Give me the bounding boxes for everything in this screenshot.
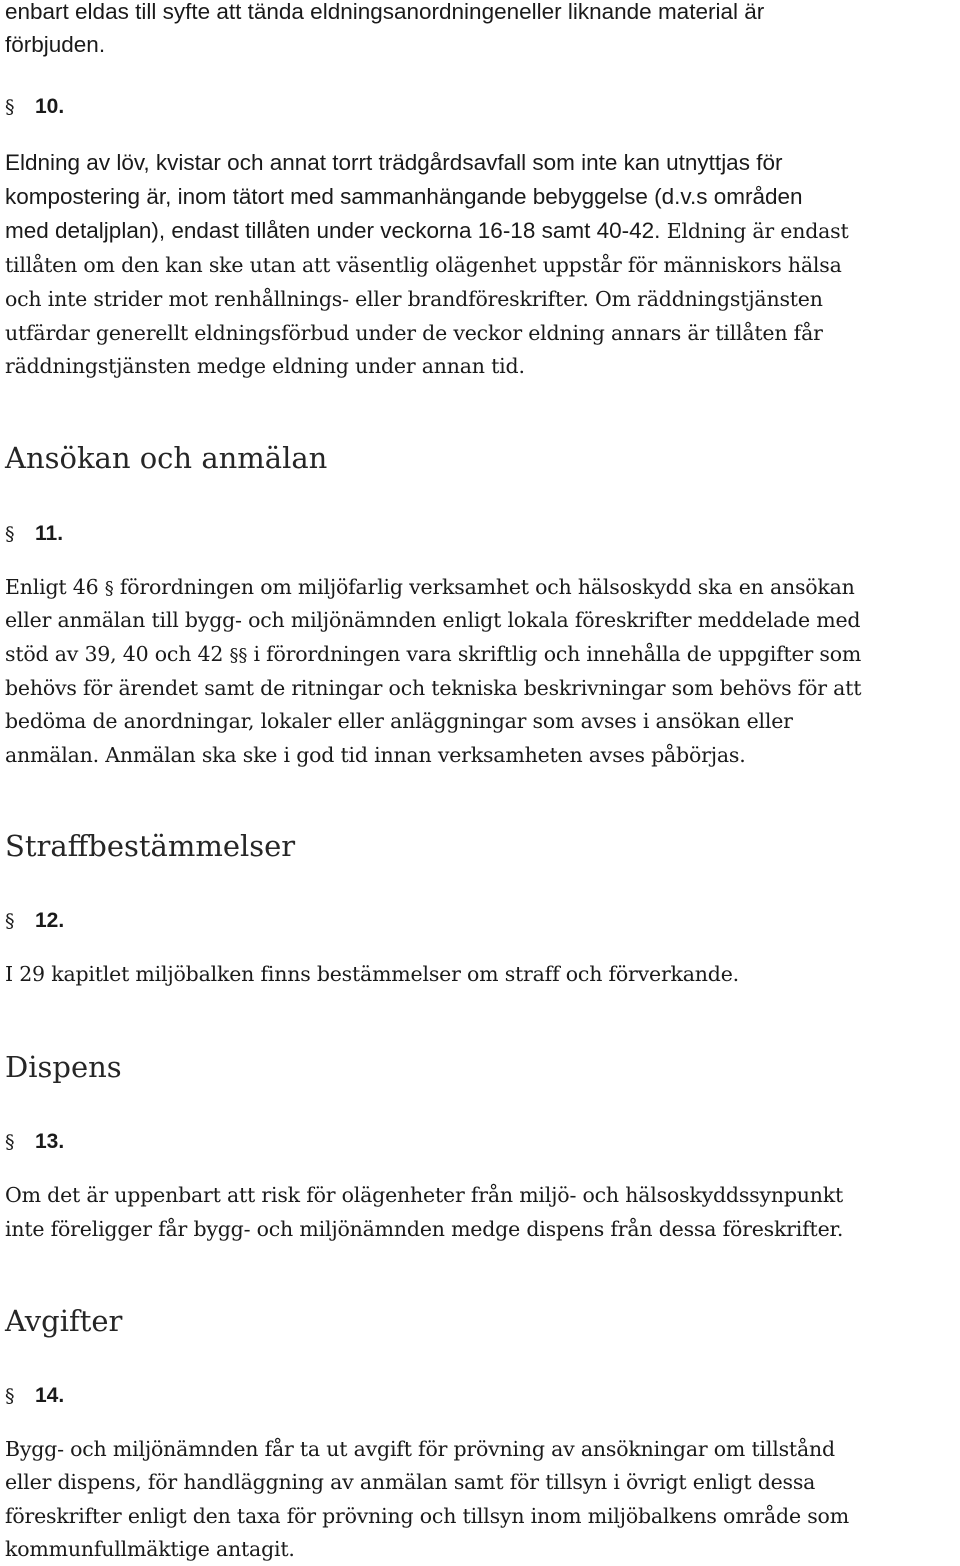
text-fragment: med detaljplan), endast tillåten under veckorna 16-18 samt 40-42. (5, 218, 661, 243)
paragraph-number-10 (5, 90, 64, 124)
section-heading: Straffbestämmelser (5, 829, 296, 863)
text-line: Eldning av löv, kvistar och annat torrt trädgårdsavfall som inte kan utnyttjas för (5, 150, 783, 175)
text-line: förbjuden. (5, 32, 106, 57)
paragraph-number: 10. (35, 95, 65, 118)
text-line: kompostering är, inom tätort med sammanhängande bebyggelse (d.v.s områden (5, 184, 803, 209)
section-heading: Avgifter (5, 1304, 123, 1338)
text-line: kommunfullmäktige antagit. (5, 1537, 295, 1561)
text-line: utfärdar generellt eldningsförbud under de veckor eldning annars är tillåten får (5, 321, 823, 345)
text-line: eller dispens, för handläggning av anmälan samt för tillsyn i övrigt enligt dessa (5, 1470, 816, 1494)
paragraph-number: 13. (35, 1130, 65, 1153)
section-heading: Ansökan och anmälan (5, 441, 328, 475)
text-line (5, 570, 855, 606)
text-fragment: i förordningen vara skriftlig och innehålla de uppgifter som (247, 642, 862, 666)
section-sign: § (5, 910, 15, 932)
paragraph-number: 12. (35, 909, 65, 932)
text-fragment: Eldning är endast (660, 219, 849, 243)
paragraph-number-12 (5, 904, 64, 938)
text-line: räddningstjänsten medge eldning under annan tid. (5, 354, 525, 378)
section-heading: Dispens (5, 1050, 122, 1084)
paragraph-number: 11. (35, 522, 64, 545)
section-sign: § (5, 523, 15, 545)
paragraph-number: 14. (35, 1384, 65, 1407)
section-sign: § (5, 1131, 15, 1153)
text-line-mixed (5, 214, 849, 251)
text-line: eller anmälan till bygg- och miljönämnden enligt lokala föreskrifter meddelade med (5, 608, 861, 632)
text-line: behövs för ärendet samt de ritningar och tekniska beskrivningar som behövs för att (5, 676, 862, 700)
section-sign: § (104, 578, 114, 599)
text-fragment: stöd av 39, 40 och 42 (5, 642, 230, 666)
text-fragment: förordningen om miljöfarlig verksamhet och hälsoskydd ska en ansökan (113, 575, 855, 599)
paragraph-number-14 (5, 1379, 64, 1413)
text-line: I 29 kapitlet miljöbalken finns bestämmelser om straff och förverkande. (5, 962, 739, 986)
section-sign: § (5, 96, 15, 118)
paragraph-number-11 (5, 517, 63, 551)
text-line (5, 637, 861, 673)
text-line: och inte strider mot renhållnings- eller brandföreskrifter. Om räddningstjänsten (5, 287, 823, 311)
text-line: tillåten om den kan ske utan att väsentlig olägenhet uppstår för människors hälsa (5, 253, 842, 277)
text-line: bedöma de anordningar, lokaler eller anläggningar som avses i ansökan eller (5, 709, 793, 733)
section-sign: § (238, 645, 248, 666)
text-line: anmälan. Anmälan ska ske i god tid innan verksamheten avses påbörjas. (5, 743, 746, 767)
section-sign: § (5, 1385, 15, 1407)
section-sign: § (229, 645, 239, 666)
text-line: inte föreligger får bygg- och miljönämnden medge dispens från dessa föreskrifter. (5, 1217, 844, 1241)
text-line: föreskrifter enligt den taxa för prövning och tillsyn inom miljöbalkens område som (5, 1504, 849, 1528)
text-fragment: Enligt 46 (5, 575, 105, 599)
paragraph-number-13 (5, 1125, 64, 1159)
text-line: Bygg- och miljönämnden får ta ut avgift för prövning av ansökningar om tillstånd (5, 1437, 835, 1461)
text-line: enbart eldas till syfte att tända eldningsanordningeneller liknande material är (5, 0, 765, 24)
text-line: Om det är uppenbart att risk för olägenheter från miljö- och hälsoskyddssynpunkt (5, 1183, 844, 1207)
